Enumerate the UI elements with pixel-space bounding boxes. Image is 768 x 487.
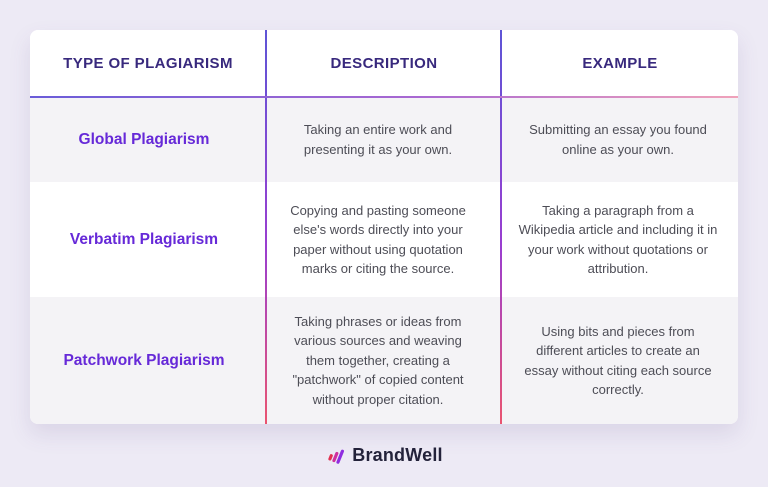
header-cell-type: TYPE OF PLAGIARISM [63, 55, 233, 72]
row-global-example-cell: Submitting an essay you found online as your own. [529, 122, 707, 157]
table-row-verbatim [30, 182, 738, 297]
column-divider-2 [500, 30, 502, 424]
header-cell-description: DESCRIPTION [330, 55, 438, 72]
row-verbatim-description-cell: Copying and pasting someone else's words directly into your paper without using quotation marks or citing the source. [290, 202, 466, 276]
row-verbatim-example-cell: Taking a paragraph from a Wikipedia article and including it in your work without quotations or attribution. [518, 202, 718, 276]
row-patchwork-description-cell: Taking phrases or ideas from various sources and weaving them together, creating a "patchwork" of copied content without proper citation. [292, 313, 464, 407]
header-underline [30, 96, 738, 98]
table-header-row [30, 30, 738, 97]
column-divider-1 [265, 30, 267, 424]
row-global-description-cell: Taking an entire work and presenting it as your own. [303, 122, 453, 157]
brandwell-bars-icon [325, 444, 345, 466]
row-patchwork-type-cell: Patchwork Plagiarism [63, 351, 225, 369]
footer-logo [0, 444, 768, 466]
table-row-patchwork [30, 297, 738, 424]
row-global-type-cell: Global Plagiarism [78, 130, 210, 148]
brand-name: BrandWell [352, 444, 443, 465]
row-patchwork-example-cell: Using bits and pieces from different articles to create an essay without citing each source correctly. [524, 323, 712, 397]
header-cell-example: EXAMPLE [582, 55, 658, 72]
table-row-global [30, 97, 738, 182]
plagiarism-table-card [30, 30, 738, 424]
row-verbatim-type-cell: Verbatim Plagiarism [69, 230, 219, 248]
